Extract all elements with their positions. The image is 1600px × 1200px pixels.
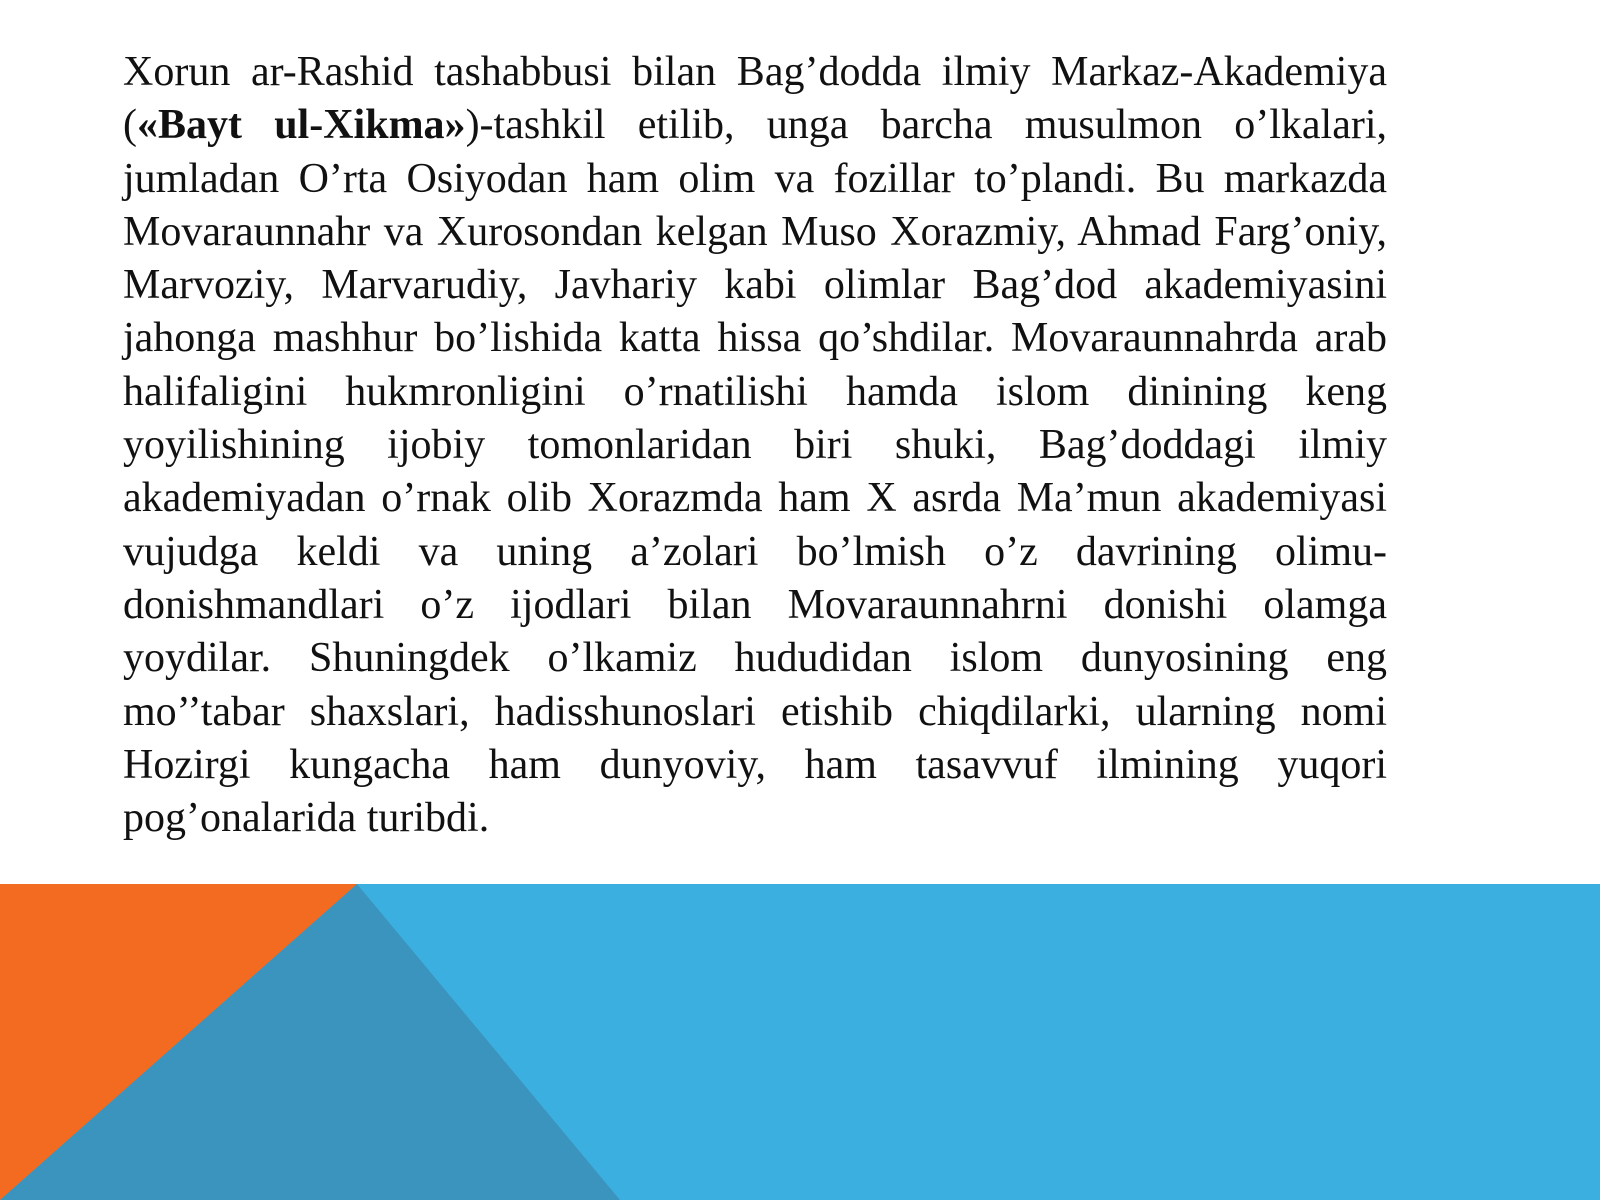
decorative-footer-shapes [0,884,1600,1200]
paragraph-part-2: )-tashkil etilib, unga barcha musulmon o’lkalari, jumladan O’rta Osiyodan ham olim va fozillar to’plandi. Bu markazda Movaraunnahr va Xurosondan kelgan Muso Xorazmiy, Ahmad Farg’oniy, Marvoziy, Marvarudiy, Javhariy kabi olimlar Bag’dod akademiyasini jahonga mashhur bo’lishida katta hissa qo’shdilar. Movaraunnahrda arab halifaligini hukmronligini o’rnatilishi hamda islom dinining keng yoyilishining ijobiy tomonlaridan biri shuki, Bag’doddagi ilmiy akademiyadan o’rnak olib Xorazmda ham X asrda Ma’mun akademiyasi vujudga keldi va uning a’zolari bo’lmish o’z davrining olimu-donishmandlari o’z ijodlari bilan Movaraunnahrni donishi olamga yoydilar. Shuningdek o’lkamiz hududidan islom dunyosining eng mo’’tabar shaxslari, hadisshunoslari etishib chiqdilarki, ularning nomi Hozirgi kungacha ham dunyoviy, ham tasavvuf ilmining yuqori pog’onalarida turibdi. [123,102,1388,842]
body-paragraph [123,46,1387,845]
paragraph-part-1: Xorun ar-Rashid tashabbusi bilan Bag’dodda ilmiy Markaz-Akademiya ( [123,49,1387,149]
paragraph-bold-term: «Bayt ul-Xikma» [137,102,466,149]
